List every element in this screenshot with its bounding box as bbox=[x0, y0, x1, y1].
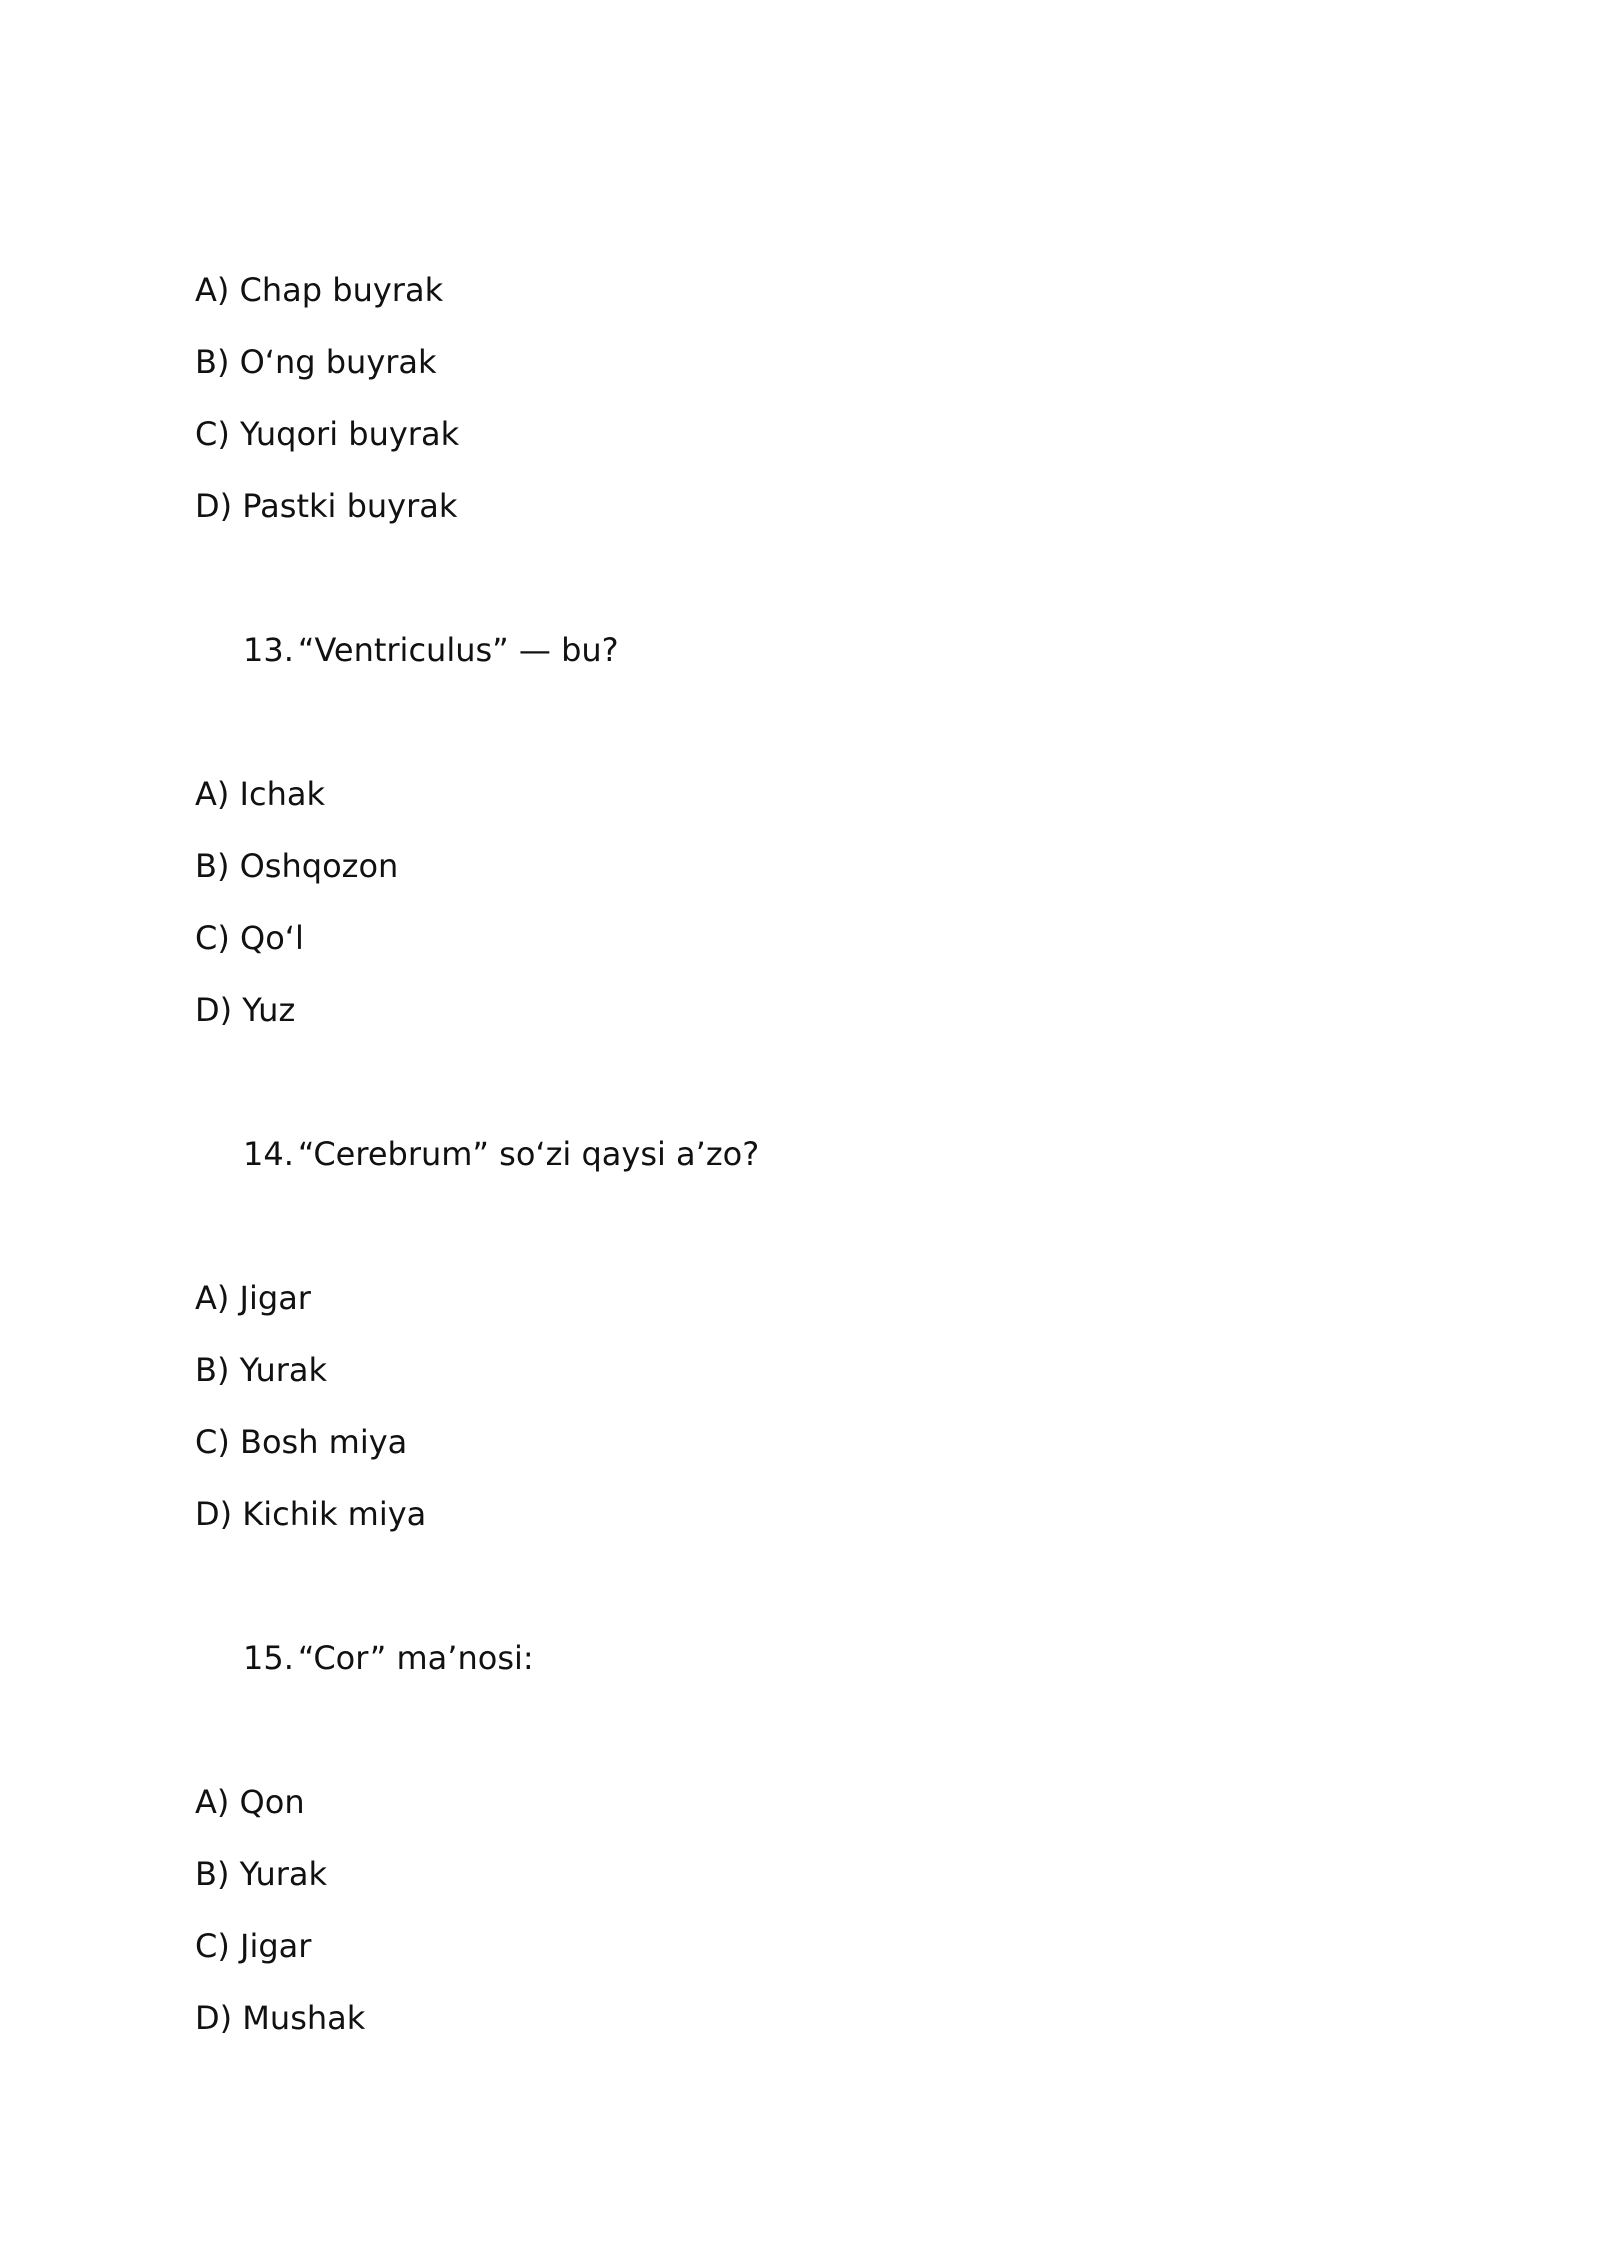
question-number: 14. bbox=[243, 1135, 294, 1173]
option-b: B) Yurak bbox=[195, 1855, 328, 1893]
option-d: D) Yuz bbox=[195, 991, 296, 1029]
question-text: “Ventriculus” — bu? bbox=[297, 631, 619, 669]
option-a: A) Qon bbox=[195, 1783, 305, 1821]
option-b: B) Yurak bbox=[195, 1351, 328, 1389]
option-c: C) Jigar bbox=[195, 1927, 312, 1965]
option-c: C) Qo‘l bbox=[195, 919, 304, 957]
question-13 bbox=[243, 630, 619, 670]
option-d: D) Pastki buyrak bbox=[195, 487, 458, 525]
option-a: A) Jigar bbox=[195, 1279, 311, 1317]
question-15 bbox=[243, 1638, 534, 1678]
question-text: “Cor” ma’nosi: bbox=[297, 1639, 534, 1677]
option-d: D) Mushak bbox=[195, 1999, 366, 2037]
option-c: C) Yuqori buyrak bbox=[195, 415, 460, 453]
option-a: A) Ichak bbox=[195, 775, 325, 813]
option-a: A) Chap buyrak bbox=[195, 271, 444, 309]
option-b: B) Oshqozon bbox=[195, 847, 399, 885]
option-b: B) O‘ng buyrak bbox=[195, 343, 437, 381]
question-text: “Cerebrum” so‘zi qaysi a’zo? bbox=[297, 1135, 760, 1173]
question-14 bbox=[243, 1134, 759, 1174]
question-number: 15. bbox=[243, 1639, 294, 1677]
option-c: C) Bosh miya bbox=[195, 1423, 408, 1461]
option-d: D) Kichik miya bbox=[195, 1495, 427, 1533]
question-number: 13. bbox=[243, 631, 294, 669]
